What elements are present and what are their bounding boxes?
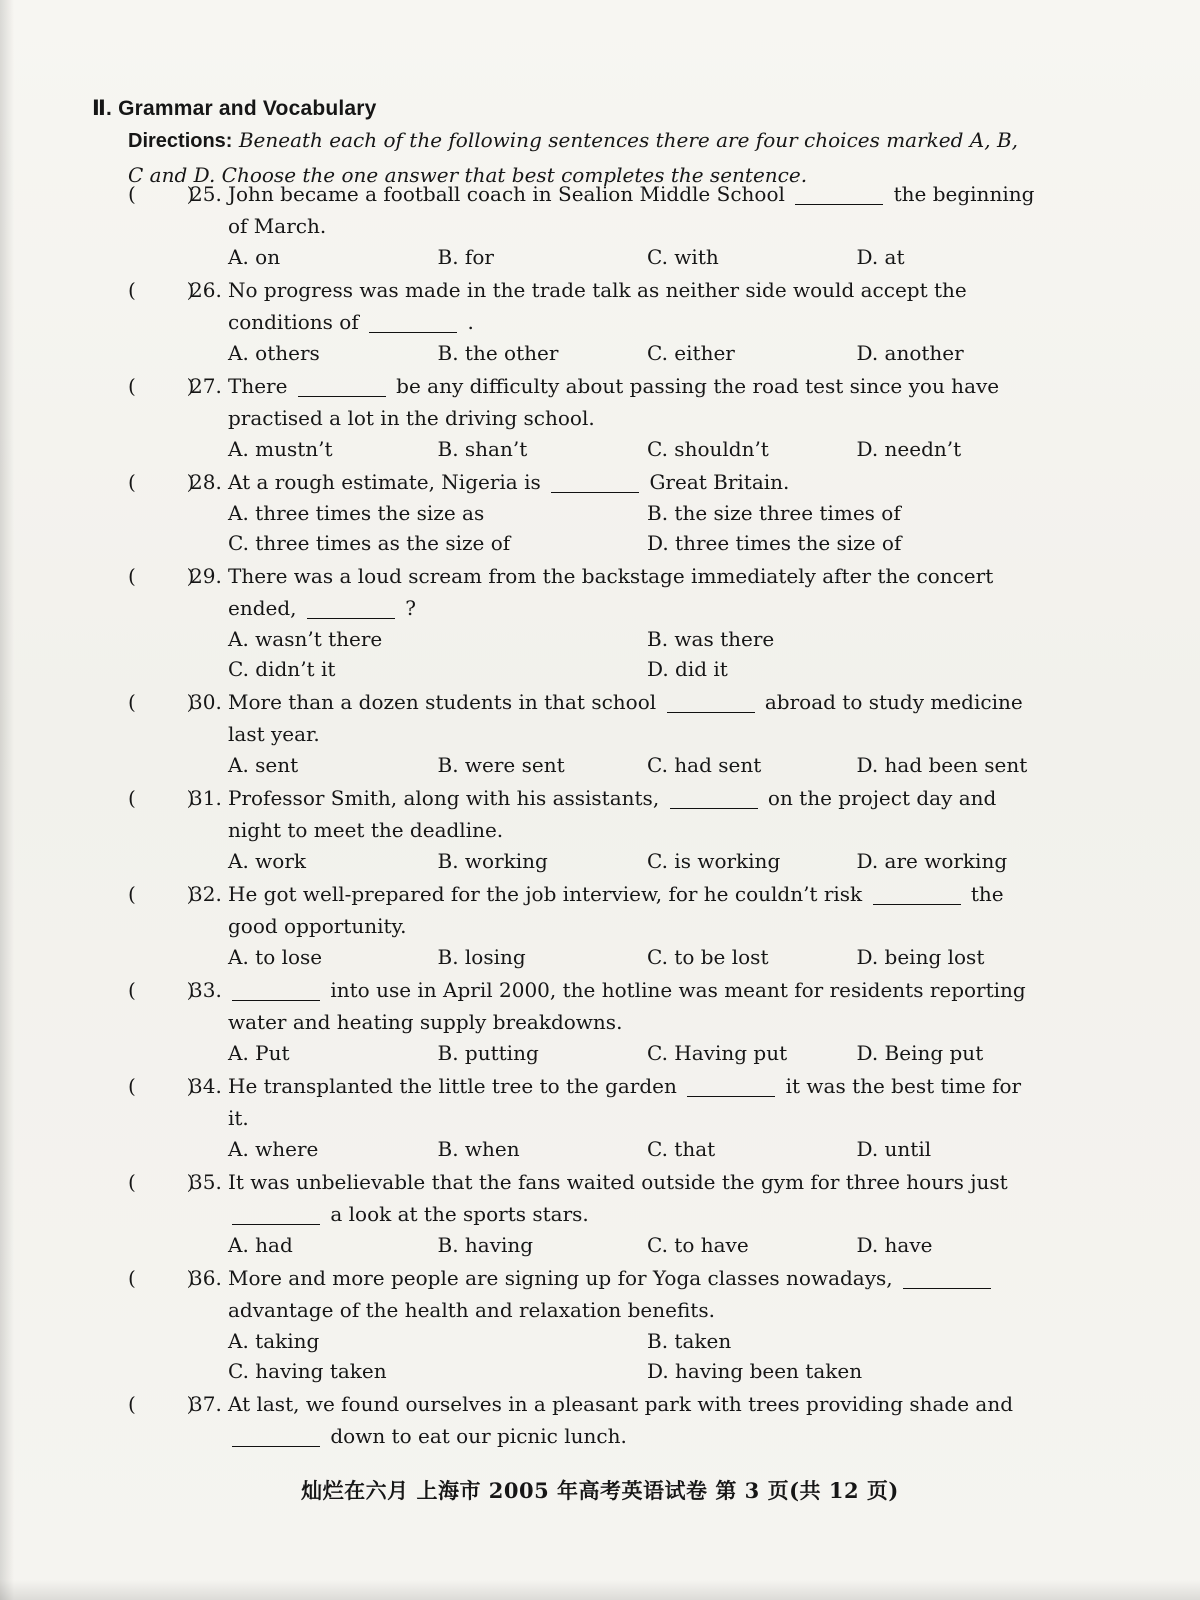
answer-paren-36: ( ) [128, 1266, 195, 1290]
question-stem-after-34: it was the best time for it. [228, 1074, 1022, 1130]
question-25 [128, 178, 1048, 272]
answer-paren-35: ( ) [128, 1170, 195, 1194]
blank-27 [298, 378, 386, 397]
options-27 [228, 434, 1048, 464]
question-number-35: 35. [190, 1170, 222, 1194]
page-footer: 灿烂在六月 上海市 2005 年高考英语试卷 第 3 页(共 12 页) [301, 1478, 899, 1503]
option-d-26: D. another [856, 341, 964, 365]
page-bottom-shadow [0, 1580, 1200, 1600]
question-stem-after-36: advantage of the health and relaxation benefits. [228, 1298, 715, 1322]
answer-paren-27: ( ) [128, 374, 195, 398]
blank-33 [232, 982, 320, 1001]
question-stem-33 [228, 974, 1048, 1038]
option-d-36: D. having been taken [647, 1359, 863, 1383]
options-35 [228, 1230, 1048, 1260]
question-stem-after-31: on the project day and night to meet the deadline. [228, 786, 997, 842]
question-31 [128, 782, 1048, 876]
option-d-33: D. Being put [856, 1041, 984, 1065]
option-c-34: C. that [647, 1137, 716, 1161]
blank-26 [369, 314, 457, 333]
question-stem-after-27: be any difficulty about passing the road test since you have practised a lot in the driving school. [228, 374, 1000, 430]
question-number-31: 31. [190, 786, 222, 810]
question-number-27: 27. [190, 374, 222, 398]
question-number-32: 32. [190, 882, 222, 906]
answer-paren-32: ( ) [128, 882, 195, 906]
question-number-36: 36. [190, 1266, 222, 1290]
question-stem-after-35: a look at the sports stars. [330, 1202, 589, 1226]
options-36 [228, 1326, 1048, 1386]
option-a-35: A. had [228, 1233, 293, 1257]
blank-31 [670, 790, 758, 809]
question-stem-26 [228, 274, 1048, 338]
question-stem-27 [228, 370, 1048, 434]
option-c-25: C. with [647, 245, 719, 269]
question-34 [128, 1070, 1048, 1164]
options-29 [228, 624, 1048, 684]
blank-28 [551, 474, 639, 493]
option-a-32: A. to lose [228, 945, 323, 969]
blank-25 [795, 186, 883, 205]
section-heading: Ⅱ. Grammar and Vocabulary [92, 97, 377, 120]
question-26 [128, 274, 1048, 368]
question-number-25: 25. [190, 182, 222, 206]
question-stem-before-25: John became a football coach in Sealion Middle School [228, 182, 785, 206]
option-d-35: D. have [856, 1233, 933, 1257]
option-d-32: D. being lost [856, 945, 985, 969]
option-d-28: D. three times the size of [647, 531, 902, 555]
question-stem-before-30: More than a dozen students in that school [228, 690, 657, 714]
option-b-31: B. working [437, 849, 548, 873]
option-c-26: C. either [647, 341, 735, 365]
answer-paren-33: ( ) [128, 978, 195, 1002]
option-b-34: B. when [437, 1137, 520, 1161]
question-stem-after-32: the good opportunity. [228, 882, 1004, 938]
question-30 [128, 686, 1048, 780]
question-35 [128, 1166, 1048, 1260]
option-d-30: D. had been sent [856, 753, 1028, 777]
directions-text: Beneath each of the following sentences there are four choices marked A, B, C and D. Choose the one answer that best completes the sentence. [128, 128, 1018, 187]
question-36 [128, 1262, 1048, 1386]
option-a-28: A. three times the size as [228, 501, 485, 525]
question-stem-before-28: At a rough estimate, Nigeria is [228, 470, 541, 494]
option-a-34: A. where [228, 1137, 319, 1161]
option-c-36: C. having taken [228, 1359, 387, 1383]
question-stem-before-27: There [228, 374, 288, 398]
option-b-27: B. shan’t [437, 437, 528, 461]
options-30 [228, 750, 1048, 780]
option-b-30: B. were sent [437, 753, 565, 777]
option-a-26: A. others [228, 341, 320, 365]
question-number-37: 37. [190, 1392, 222, 1416]
option-c-29: C. didn’t it [228, 657, 336, 681]
answer-paren-28: ( ) [128, 470, 195, 494]
option-b-26: B. the other [437, 341, 559, 365]
option-c-31: C. is working [647, 849, 781, 873]
question-stem-35 [228, 1166, 1048, 1230]
question-stem-before-26: No progress was made in the trade talk as neither side would accept the conditions of [228, 278, 967, 334]
option-c-35: C. to have [647, 1233, 749, 1257]
question-stem-29 [228, 560, 1048, 624]
answer-paren-31: ( ) [128, 786, 195, 810]
option-b-32: B. losing [437, 945, 526, 969]
question-stem-before-35: It was unbelievable that the fans waited outside the gym for three hours just [228, 1170, 1008, 1194]
question-29 [128, 560, 1048, 684]
question-stem-31 [228, 782, 1048, 846]
option-b-36: B. taken [647, 1329, 732, 1353]
blank-35 [232, 1206, 320, 1225]
blank-32 [873, 886, 961, 905]
question-stem-25 [228, 178, 1048, 242]
option-d-29: D. did it [647, 657, 728, 681]
answer-paren-37: ( ) [128, 1392, 195, 1416]
options-32 [228, 942, 1048, 972]
option-d-34: D. until [856, 1137, 932, 1161]
question-number-26: 26. [190, 278, 222, 302]
question-stem-before-36: More and more people are signing up for Yoga classes nowadays, [228, 1266, 893, 1290]
question-stem-37 [228, 1388, 1048, 1452]
option-c-27: C. shouldn’t [647, 437, 769, 461]
answer-paren-34: ( ) [128, 1074, 195, 1098]
question-number-29: 29. [190, 564, 222, 588]
question-list [128, 178, 1048, 1454]
option-d-31: D. are working [856, 849, 1008, 873]
option-c-30: C. had sent [647, 753, 762, 777]
question-27 [128, 370, 1048, 464]
question-stem-32 [228, 878, 1048, 942]
option-a-36: A. taking [228, 1329, 320, 1353]
question-stem-after-33: into use in April 2000, the hotline was meant for residents reporting water and heating supply breakdowns. [228, 978, 1026, 1034]
question-number-33: 33. [190, 978, 222, 1002]
options-28 [228, 498, 1048, 558]
option-a-30: A. sent [228, 753, 299, 777]
option-b-29: B. was there [647, 627, 775, 651]
option-b-25: B. for [437, 245, 494, 269]
question-stem-after-37: down to eat our picnic lunch. [330, 1424, 627, 1448]
option-a-33: A. Put [228, 1041, 290, 1065]
question-number-30: 30. [190, 690, 222, 714]
option-d-25: D. at [856, 245, 905, 269]
question-28 [128, 466, 1048, 558]
answer-paren-29: ( ) [128, 564, 195, 588]
question-37 [128, 1388, 1048, 1452]
question-33 [128, 974, 1048, 1068]
question-stem-36 [228, 1262, 1048, 1326]
options-34 [228, 1134, 1048, 1164]
question-stem-before-29: There was a loud scream from the backstage immediately after the concert ended, [228, 564, 994, 620]
option-c-33: C. Having put [647, 1041, 788, 1065]
question-stem-after-30: abroad to study medicine last year. [228, 690, 1023, 746]
question-stem-before-31: Professor Smith, along with his assistants, [228, 786, 660, 810]
question-stem-after-29: ? [405, 596, 416, 620]
directions-label: Directions: [128, 130, 233, 152]
blank-36 [903, 1270, 991, 1289]
answer-paren-30: ( ) [128, 690, 195, 714]
option-b-35: B. having [437, 1233, 534, 1257]
question-stem-30 [228, 686, 1048, 750]
blank-29 [307, 600, 395, 619]
blank-30 [667, 694, 755, 713]
options-33 [228, 1038, 1048, 1068]
blank-34 [687, 1078, 775, 1097]
question-stem-before-34: He transplanted the little tree to the garden [228, 1074, 677, 1098]
question-stem-after-26: . [467, 310, 474, 334]
question-32 [128, 878, 1048, 972]
options-25 [228, 242, 1048, 272]
option-d-27: D. needn’t [856, 437, 962, 461]
blank-37 [232, 1428, 320, 1447]
option-b-33: B. putting [437, 1041, 539, 1065]
question-stem-after-25: the beginning of March. [228, 182, 1035, 238]
question-stem-before-32: He got well-prepared for the job interview, for he couldn’t risk [228, 882, 863, 906]
option-a-31: A. work [228, 849, 306, 873]
question-stem-28 [228, 466, 1048, 498]
options-26 [228, 338, 1048, 368]
option-c-32: C. to be lost [647, 945, 769, 969]
page-left-shadow [0, 0, 14, 1600]
option-c-28: C. three times as the size of [228, 531, 511, 555]
question-stem-before-37: At last, we found ourselves in a pleasant park with trees providing shade and [228, 1392, 1014, 1416]
answer-paren-25: ( ) [128, 182, 195, 206]
option-b-28: B. the size three times of [647, 501, 901, 525]
option-a-25: A. on [228, 245, 281, 269]
option-a-27: A. mustn’t [228, 437, 333, 461]
question-number-34: 34. [190, 1074, 222, 1098]
question-stem-34 [228, 1070, 1048, 1134]
question-number-28: 28. [190, 470, 222, 494]
options-31 [228, 846, 1048, 876]
option-a-29: A. wasn’t there [228, 627, 383, 651]
question-stem-after-28: Great Britain. [649, 470, 790, 494]
answer-paren-26: ( ) [128, 278, 195, 302]
